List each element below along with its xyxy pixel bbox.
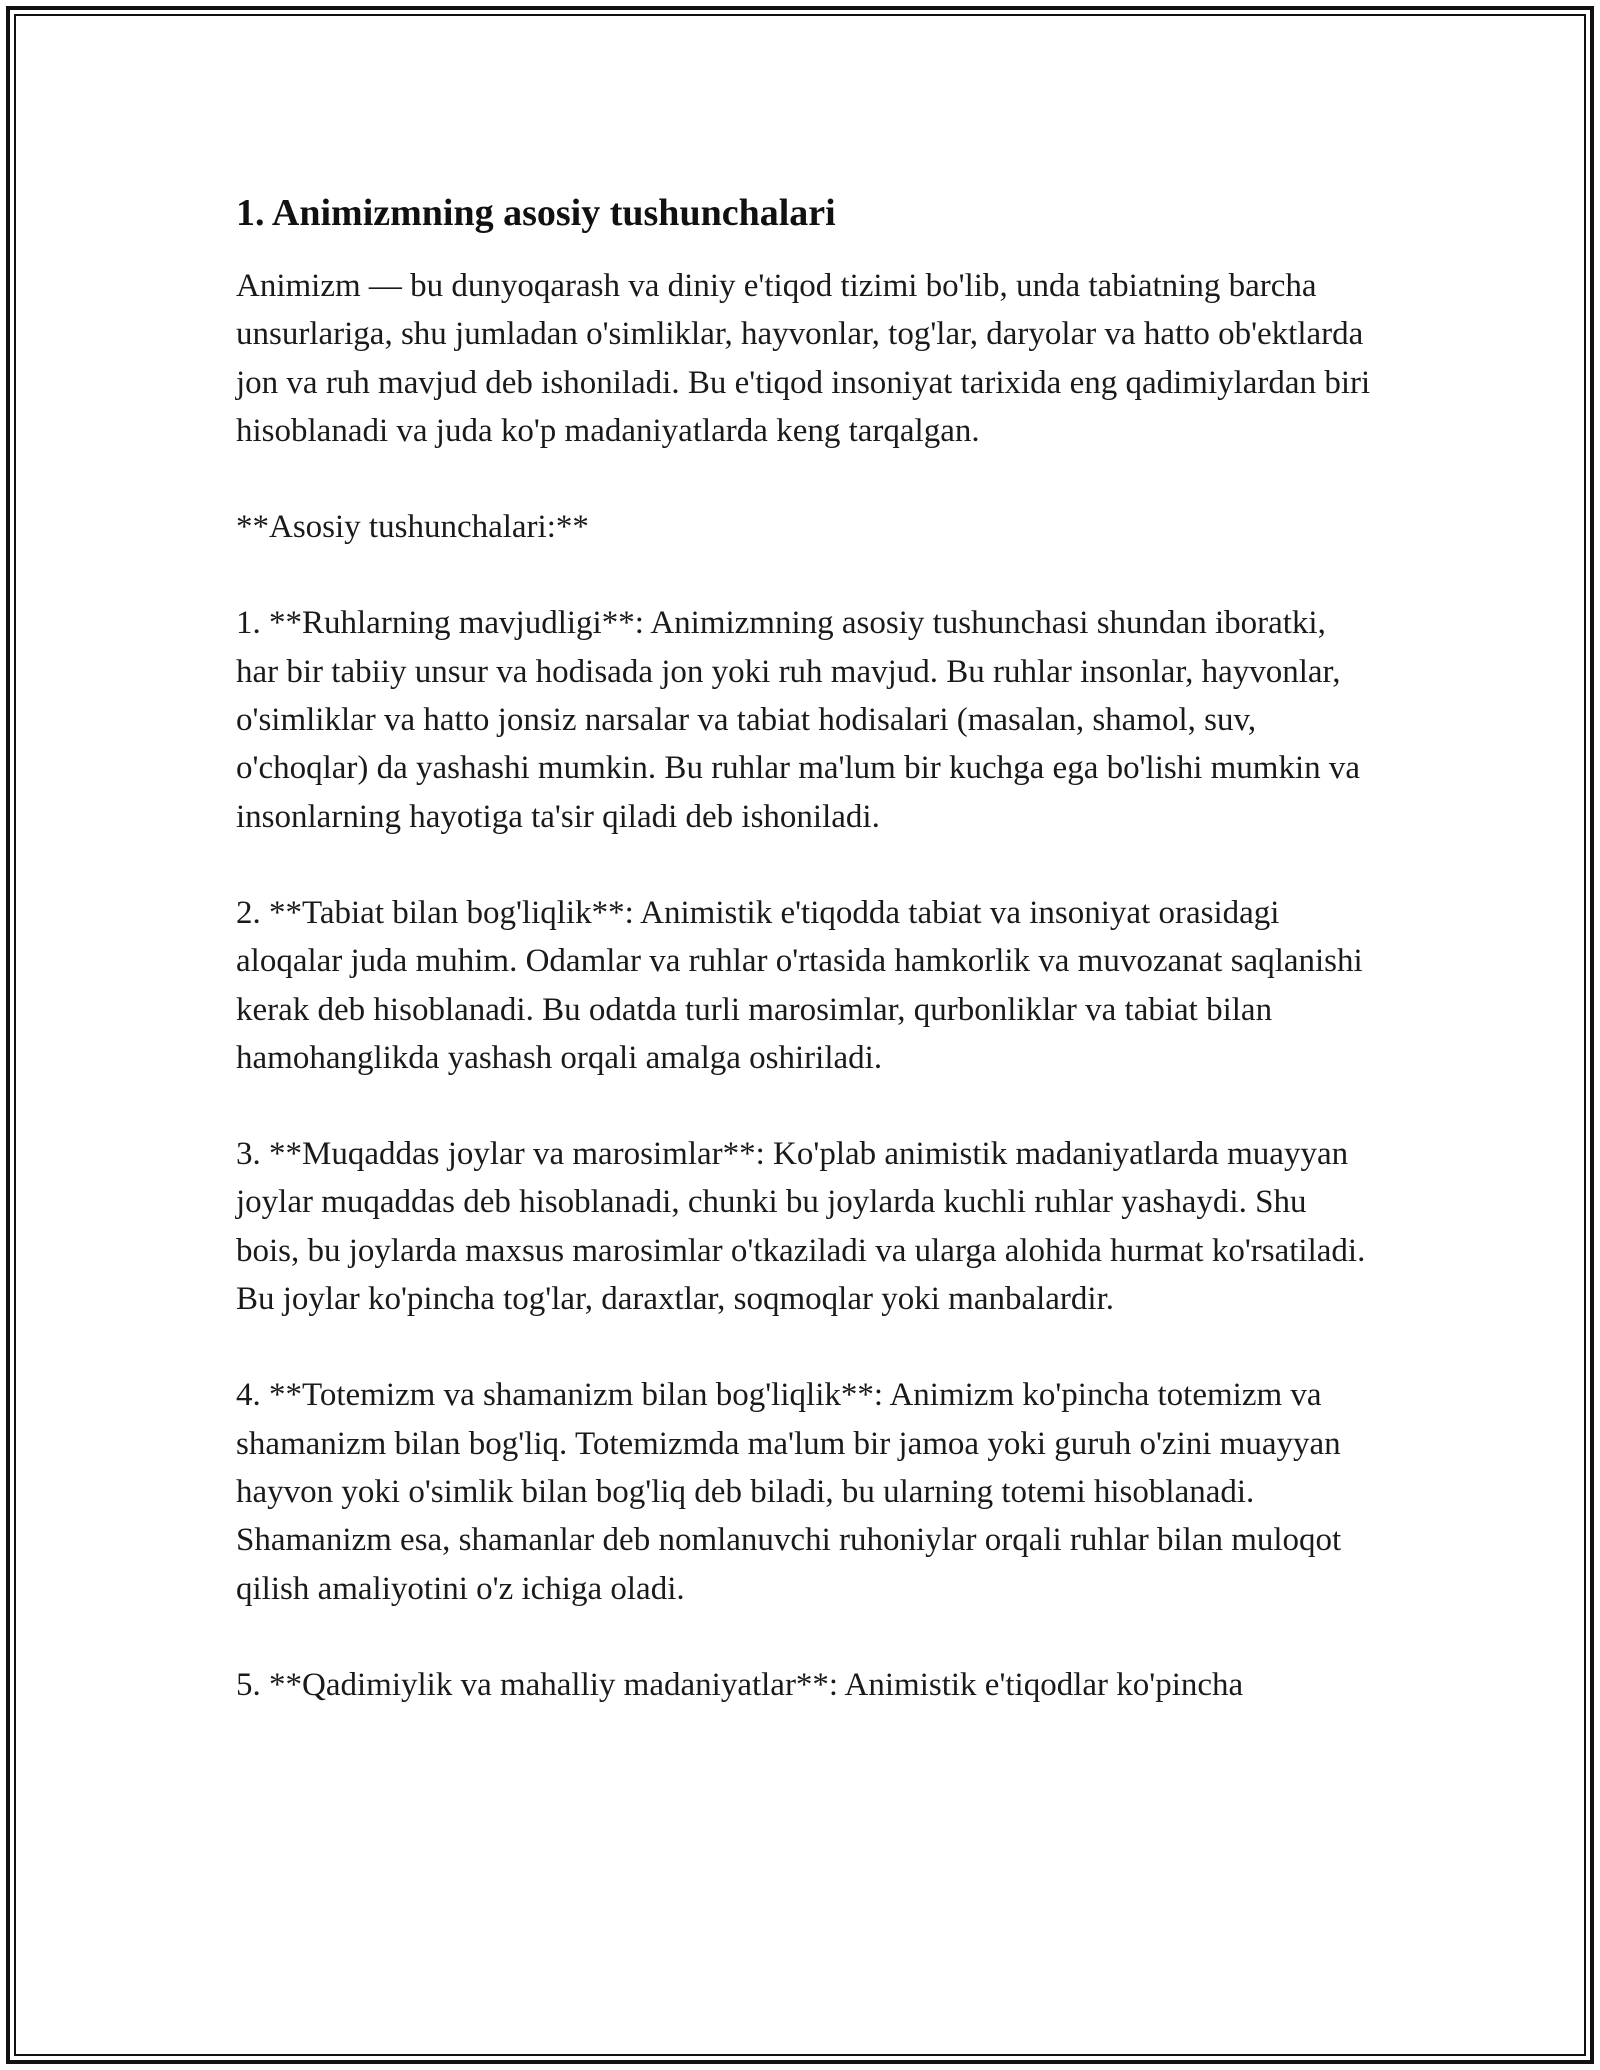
list-item-2: 2. **Tabiat bilan bog'liqlik**: Animistik e'tiqodda tabiat va insoniyat orasidagi aloqalar juda muhim. Odamlar va ruhlar o'rtasida hamkorlik va muvozanat saqlanishi kerak deb hisoblanadi. Bu odatda turli marosimlar, qurbonliklar va tabiat bilan hamohanglikda yashash orqali amalga oshiriladi. bbox=[236, 894, 1363, 1076]
list-item-1: 1. **Ruhlarning mavjudligi**: Animizmning asosiy tushunchasi shundan iboratki, har bir tabiiy unsur va hodisada jon yoki ruh mavjud. Bu ruhlar insonlar, hayvonlar, o'simliklar va hatto jonsiz narsalar va tabiat hodisalari (masalan, shamol, suv, o'choqlar) da yashashi mumkin. Bu ruhlar ma'lum bir kuchga ega bo'lishi mumkin va insonlarning hayotiga ta'sir qiladi deb ishoniladi. bbox=[236, 605, 1361, 835]
subheading-paragraph: **Asosiy tushunchalari:** bbox=[236, 509, 589, 546]
list-item-5: 5. **Qadimiylik va mahalliy madaniyatlar**: Animistik e'tiqodlar ko'pincha bbox=[236, 1666, 1244, 1703]
list-item-4: 4. **Totemizm va shamanizm bilan bog'liqlik**: Animizm ko'pincha totemizm va shamanizm bilan bog'liq. Totemizmda ma'lum bir jamoa yoki guruh o'zini muayyan hayvon yoki o'simlik bilan bog'liq deb biladi, bu ularning totemi hisoblanadi. Shamanizm esa, shamanlar deb nomlanuvchi ruhoniylar orqali ruhlar bilan muloqot qilish amaliyotini o'z ichiga oladi. bbox=[236, 1377, 1342, 1607]
list-item-3: 3. **Muqaddas joylar va marosimlar**: Ko'plab animistik madaniyatlarda muayyan joylar muqaddas deb hisoblanadi, chunki bu joylarda kuchli ruhlar yashaydi. Shu bois, bu joylarda maxsus marosimlar o'tkaziladi va ularga alohida hurmat ko'rsatiladi. Bu joylar ko'pincha tog'lar, daraxtlar, soqmoqlar yoki manbalardir. bbox=[236, 1136, 1366, 1318]
intro-paragraph: Animizm — bu dunyoqarash va diniy e'tiqod tizimi bo'lib, unda tabiatning barcha unsurlariga, shu jumladan o'simliklar, hayvonlar, tog'lar, daryolar va hatto ob'ektlarda jon va ruh mavjud deb ishoniladi. Bu e'tiqod insoniyat tarixida eng qadimiylardan biri hisoblanadi va juda ko'p madaniyatlarda keng tarqalgan. bbox=[236, 268, 1371, 449]
section-heading: 1. Animizmning asosiy tushunchalari bbox=[236, 192, 836, 234]
document-body bbox=[236, 186, 1376, 1757]
